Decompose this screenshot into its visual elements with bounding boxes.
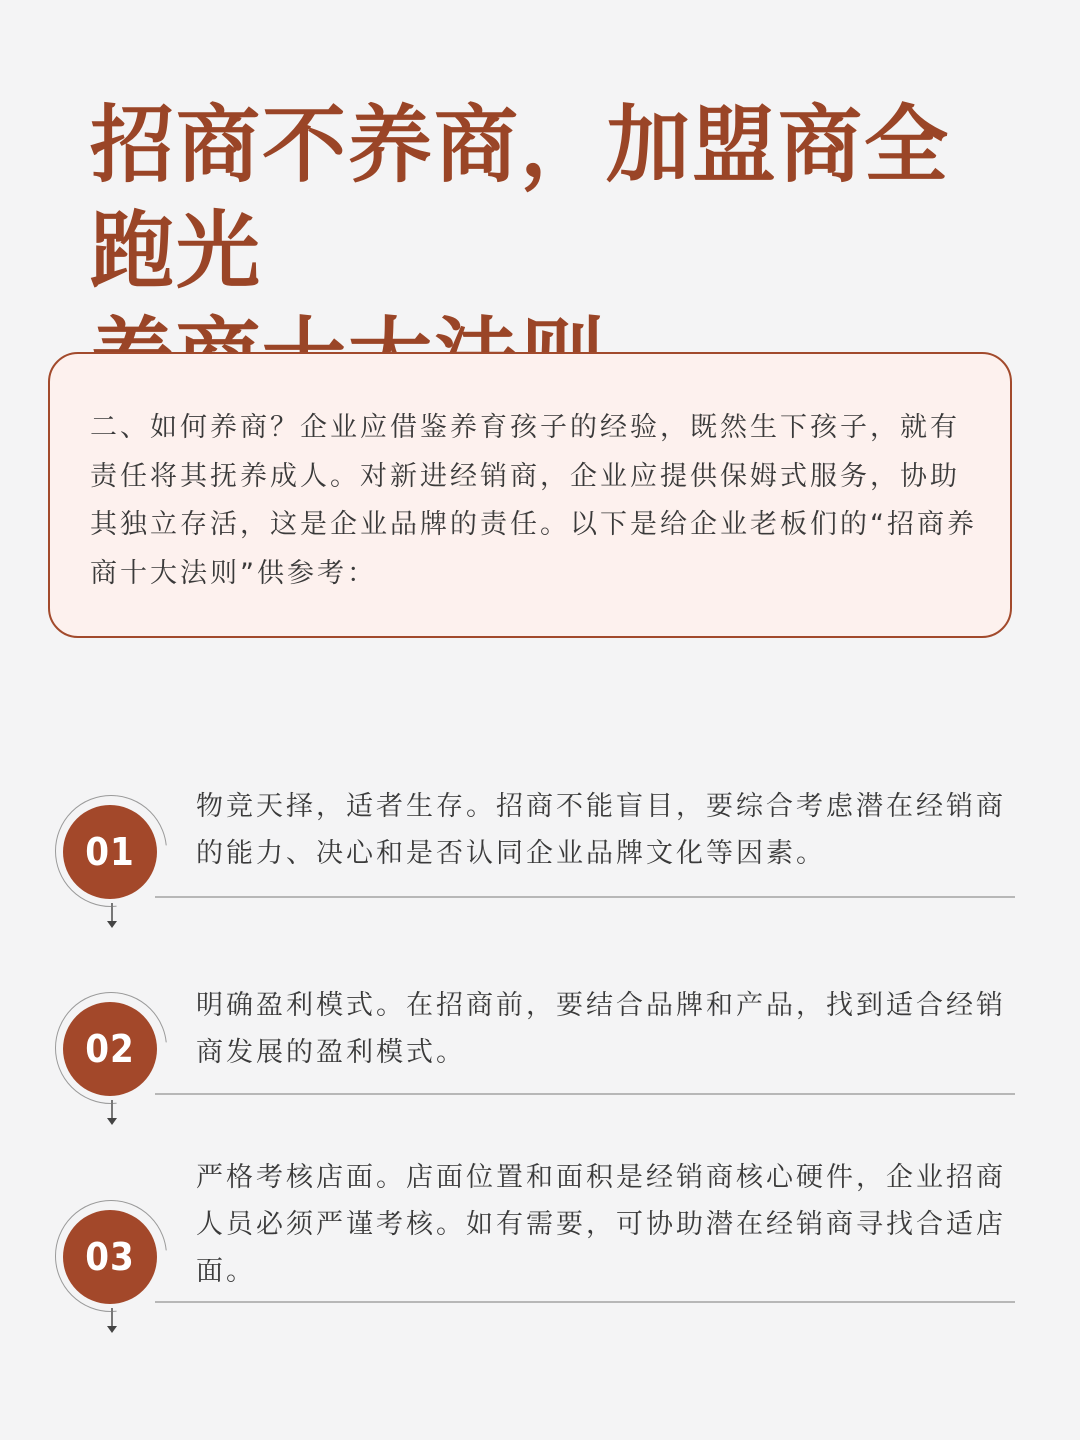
step-text: 明确盈利模式。在招商前，要结合品牌和产品，找到适合经销商发展的盈利模式。	[196, 990, 1006, 1068]
arrow-down-icon	[107, 921, 117, 928]
arrow-down-icon	[107, 1118, 117, 1125]
step-number-badge: 03	[63, 1210, 157, 1304]
divider-line	[155, 1301, 1015, 1303]
step-number-badge: 01	[63, 805, 157, 899]
arrow-down-icon	[107, 1326, 117, 1333]
step-number-badge: 02	[63, 1002, 157, 1096]
title-line-1: 招商不养商，加盟商全跑光	[90, 96, 951, 300]
step-text: 严格考核店面。店面位置和面积是经销商核心硬件，企业招商人员必须严谨考核。如有需要，可协助潜在经销商寻找合适店面。	[196, 1162, 1006, 1287]
divider-line	[155, 896, 1015, 898]
intro-box	[48, 352, 1012, 638]
intro-text: 二、如何养商？企业应借鉴养育孩子的经验，既然生下孩子，就有责任将其抚养成人。对新进经销商，企业应提供保姆式服务，协助其独立存活，这是企业品牌的责任。以下是给企业老板们的“招商养商十大法则”供参考：	[90, 412, 977, 589]
divider-line	[155, 1093, 1015, 1095]
step-text: 物竞天择，适者生存。招商不能盲目，要综合考虑潜在经销商的能力、决心和是否认同企业品牌文化等因素。	[196, 791, 1006, 869]
